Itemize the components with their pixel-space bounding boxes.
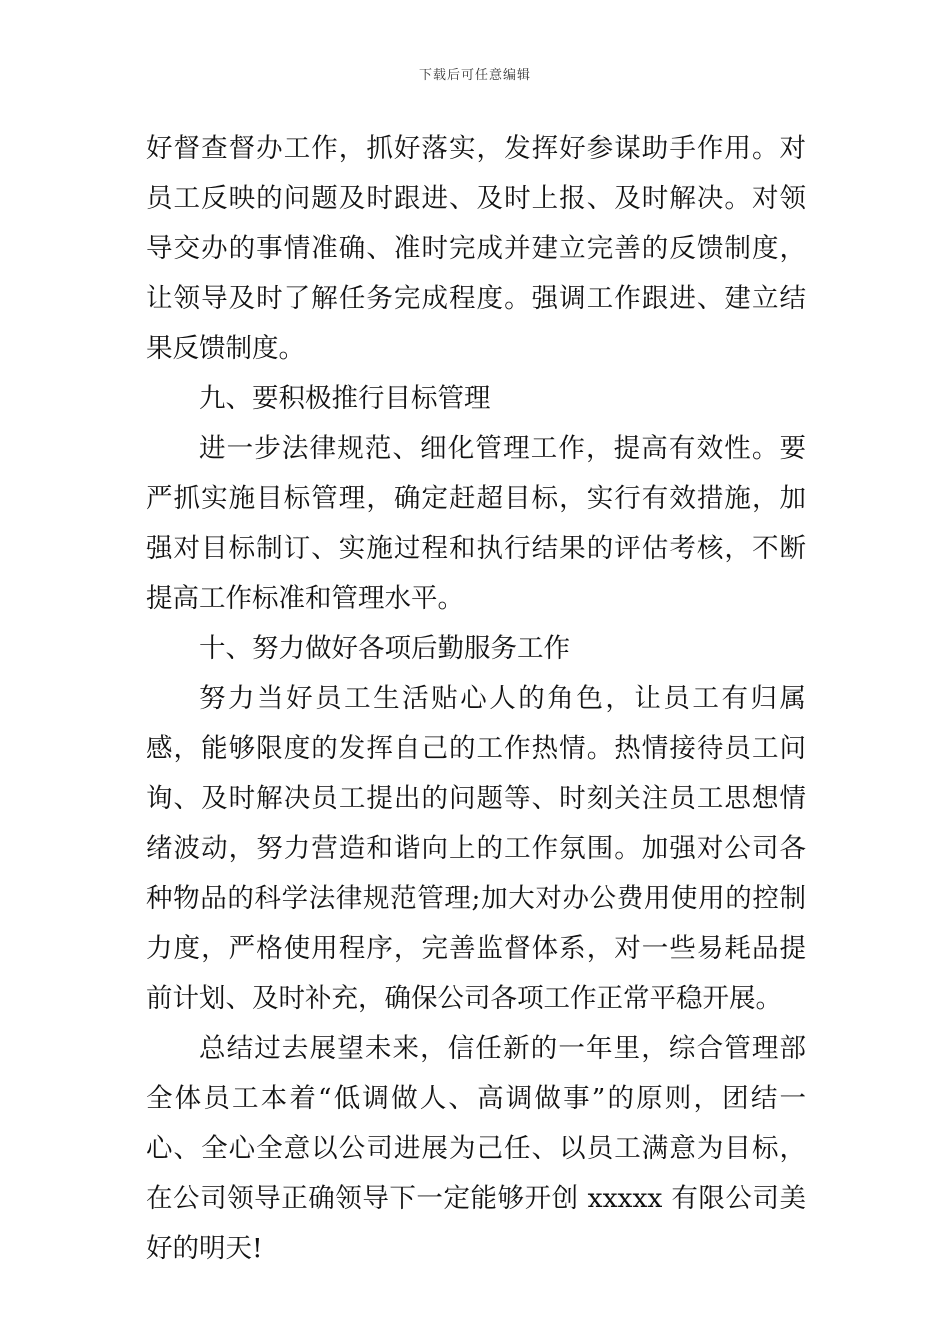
text-line: 抓实施目标管理，确定赶超目标，实行有效措施，加强对 bbox=[146, 483, 807, 564]
text-line: 工反映的问题及时跟进、及时上报、及时解决。对领导交 bbox=[146, 183, 807, 264]
text-line: 充，确保公司各项工作正常平稳开展。 bbox=[331, 983, 782, 1014]
text-line: 九、要积极推行目标管理 bbox=[199, 383, 491, 414]
section-heading-9 bbox=[146, 374, 806, 424]
text-line: 及时了解任务完成程度。强调工作跟进、建立结果反馈制 bbox=[146, 283, 807, 364]
text-line: 努力营造和谐向上的工作氛围。加强对公司各种物品的科 bbox=[146, 833, 807, 914]
paragraph-logistics-service bbox=[146, 674, 806, 1024]
text-line: 办的事情准确、准时完成并建立完善的反馈制度，让领导 bbox=[146, 233, 807, 314]
text-line: 作标准和管理水平。 bbox=[225, 583, 464, 614]
text-line: 学法律规范管理;加大对办公费用使用的控制力度，严格使 bbox=[146, 883, 806, 964]
paragraph-conclusion bbox=[146, 1024, 806, 1274]
text-line: 努力当好员工生活贴心人的角色，让员工有归属感， bbox=[146, 683, 806, 764]
text-line: 领导正确领导下一定能够开创 xxxxx 有限公司美好的明天! bbox=[146, 1183, 807, 1264]
text-line: 用程序，完善监督体系，对一些易耗品提前计划、及时补 bbox=[146, 933, 807, 1014]
text-line: 全心全意以公司进展为己任、以员工满意为目标，在公司 bbox=[146, 1133, 807, 1214]
text-line: 十、努力做好各项后勤服务工作 bbox=[199, 633, 570, 664]
paragraph-target-management bbox=[146, 424, 806, 624]
section-heading-10 bbox=[146, 624, 806, 674]
page-header: 下载后可任意编辑 bbox=[418, 68, 531, 83]
text-line: 好督查督办工作，抓好落实，发挥好参谋助手作用。对员 bbox=[146, 133, 806, 214]
text-line: 进一步法律规范、细化管理工作，提高有效性。要严 bbox=[146, 433, 806, 514]
paragraph-supervision-continued bbox=[146, 124, 806, 374]
text-line: 度。 bbox=[252, 333, 305, 364]
text-line: 体员工本着“低调做人、高调做事”的原则，团结一心、 bbox=[146, 1083, 806, 1164]
text-line: 总结过去展望未来，信任新的一年里，综合管理部全 bbox=[146, 1033, 806, 1114]
text-line: 时解决员工提出的问题等、时刻关注员工思想情绪波动， bbox=[146, 783, 807, 864]
document-body bbox=[146, 124, 806, 1274]
text-line: 能够限度的发挥自己的工作热情。热情接待员工问询、及 bbox=[146, 733, 807, 814]
text-line: 目标制订、实施过程和执行结果的评估考核，不断提高工 bbox=[146, 533, 807, 614]
